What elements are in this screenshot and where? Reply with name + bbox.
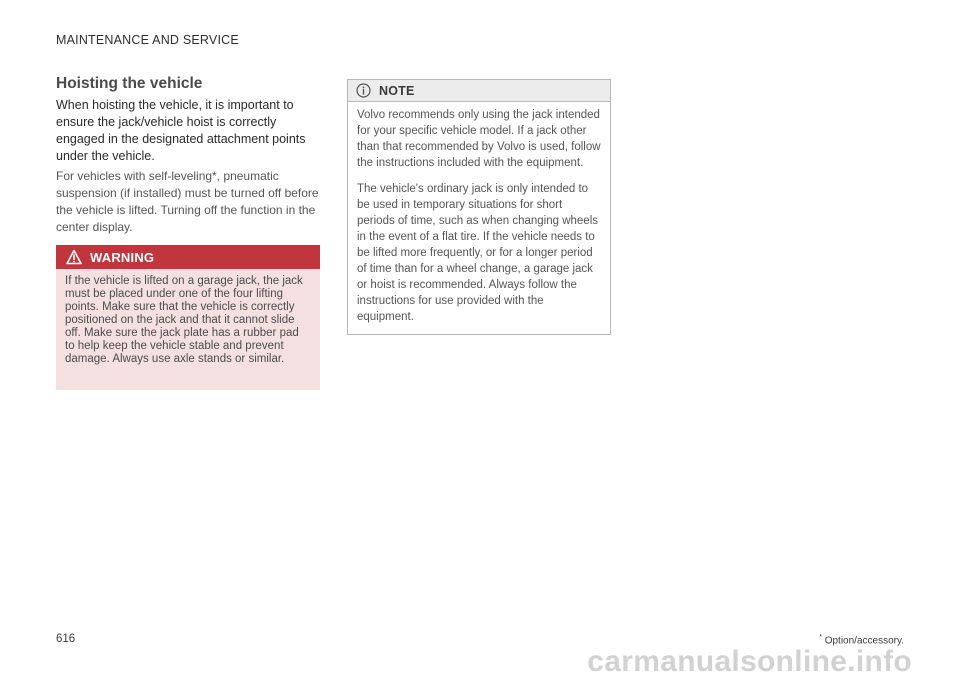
warning-label: WARNING: [90, 249, 155, 265]
intro-paragraph: When hoisting the vehicle, it is important to ensure the jack/vehicle hoist is correctly engaged in the designated attachment points under the vehicle.: [56, 98, 306, 163]
page-header: MAINTENANCE AND SERVICE: [56, 33, 239, 47]
page-number: 616: [56, 633, 76, 645]
note-body: [348, 102, 610, 325]
footnote-mark: *: [819, 634, 822, 641]
warning-triangle-icon: [66, 249, 82, 265]
section-title: Hoisting the vehicle: [56, 75, 203, 92]
note-box: [347, 79, 611, 335]
note-paragraph: Volvo recommends only using the jack intended for your specific vehicle model. If a jack other than that recommended by Volvo is used, follow the instructions included with the equipment.: [357, 109, 601, 169]
note-header: [348, 80, 610, 102]
watermark: carmanualsonline.info: [587, 645, 912, 678]
footnote-text: Option/accessory.: [824, 635, 904, 647]
warning-text: If the vehicle is lifted on a garage jack, the jack must be placed under one of the four lifting points. Make sure that the vehicle is correctly positioned on the jack and that it cannot slide off. Make sure the jack plate has a rubber pad to help keep the vehicle stable and prevent damage. Always use axle stands or similar.: [65, 275, 303, 365]
info-circle-icon: [356, 83, 371, 98]
note-paragraph: The vehicle's ordinary jack is only intended to be used in temporary situations for short periods of time, such as when changing wheels in the event of a flat tire. If the vehicle needs to be lifted more frequently, or for a longer period of time than for a wheel change, a garage jack or hoist is recommended. Always follow the instructions for use provided with the equipment.: [357, 183, 599, 323]
body-paragraph: For vehicles with self-leveling*, pneumatic suspension (if installed) must be turned off before the vehicle is lifted. Turning off the function in the center display.: [56, 169, 319, 234]
warning-box: [56, 245, 320, 390]
warning-header: [56, 245, 320, 269]
note-label: NOTE: [379, 83, 415, 98]
